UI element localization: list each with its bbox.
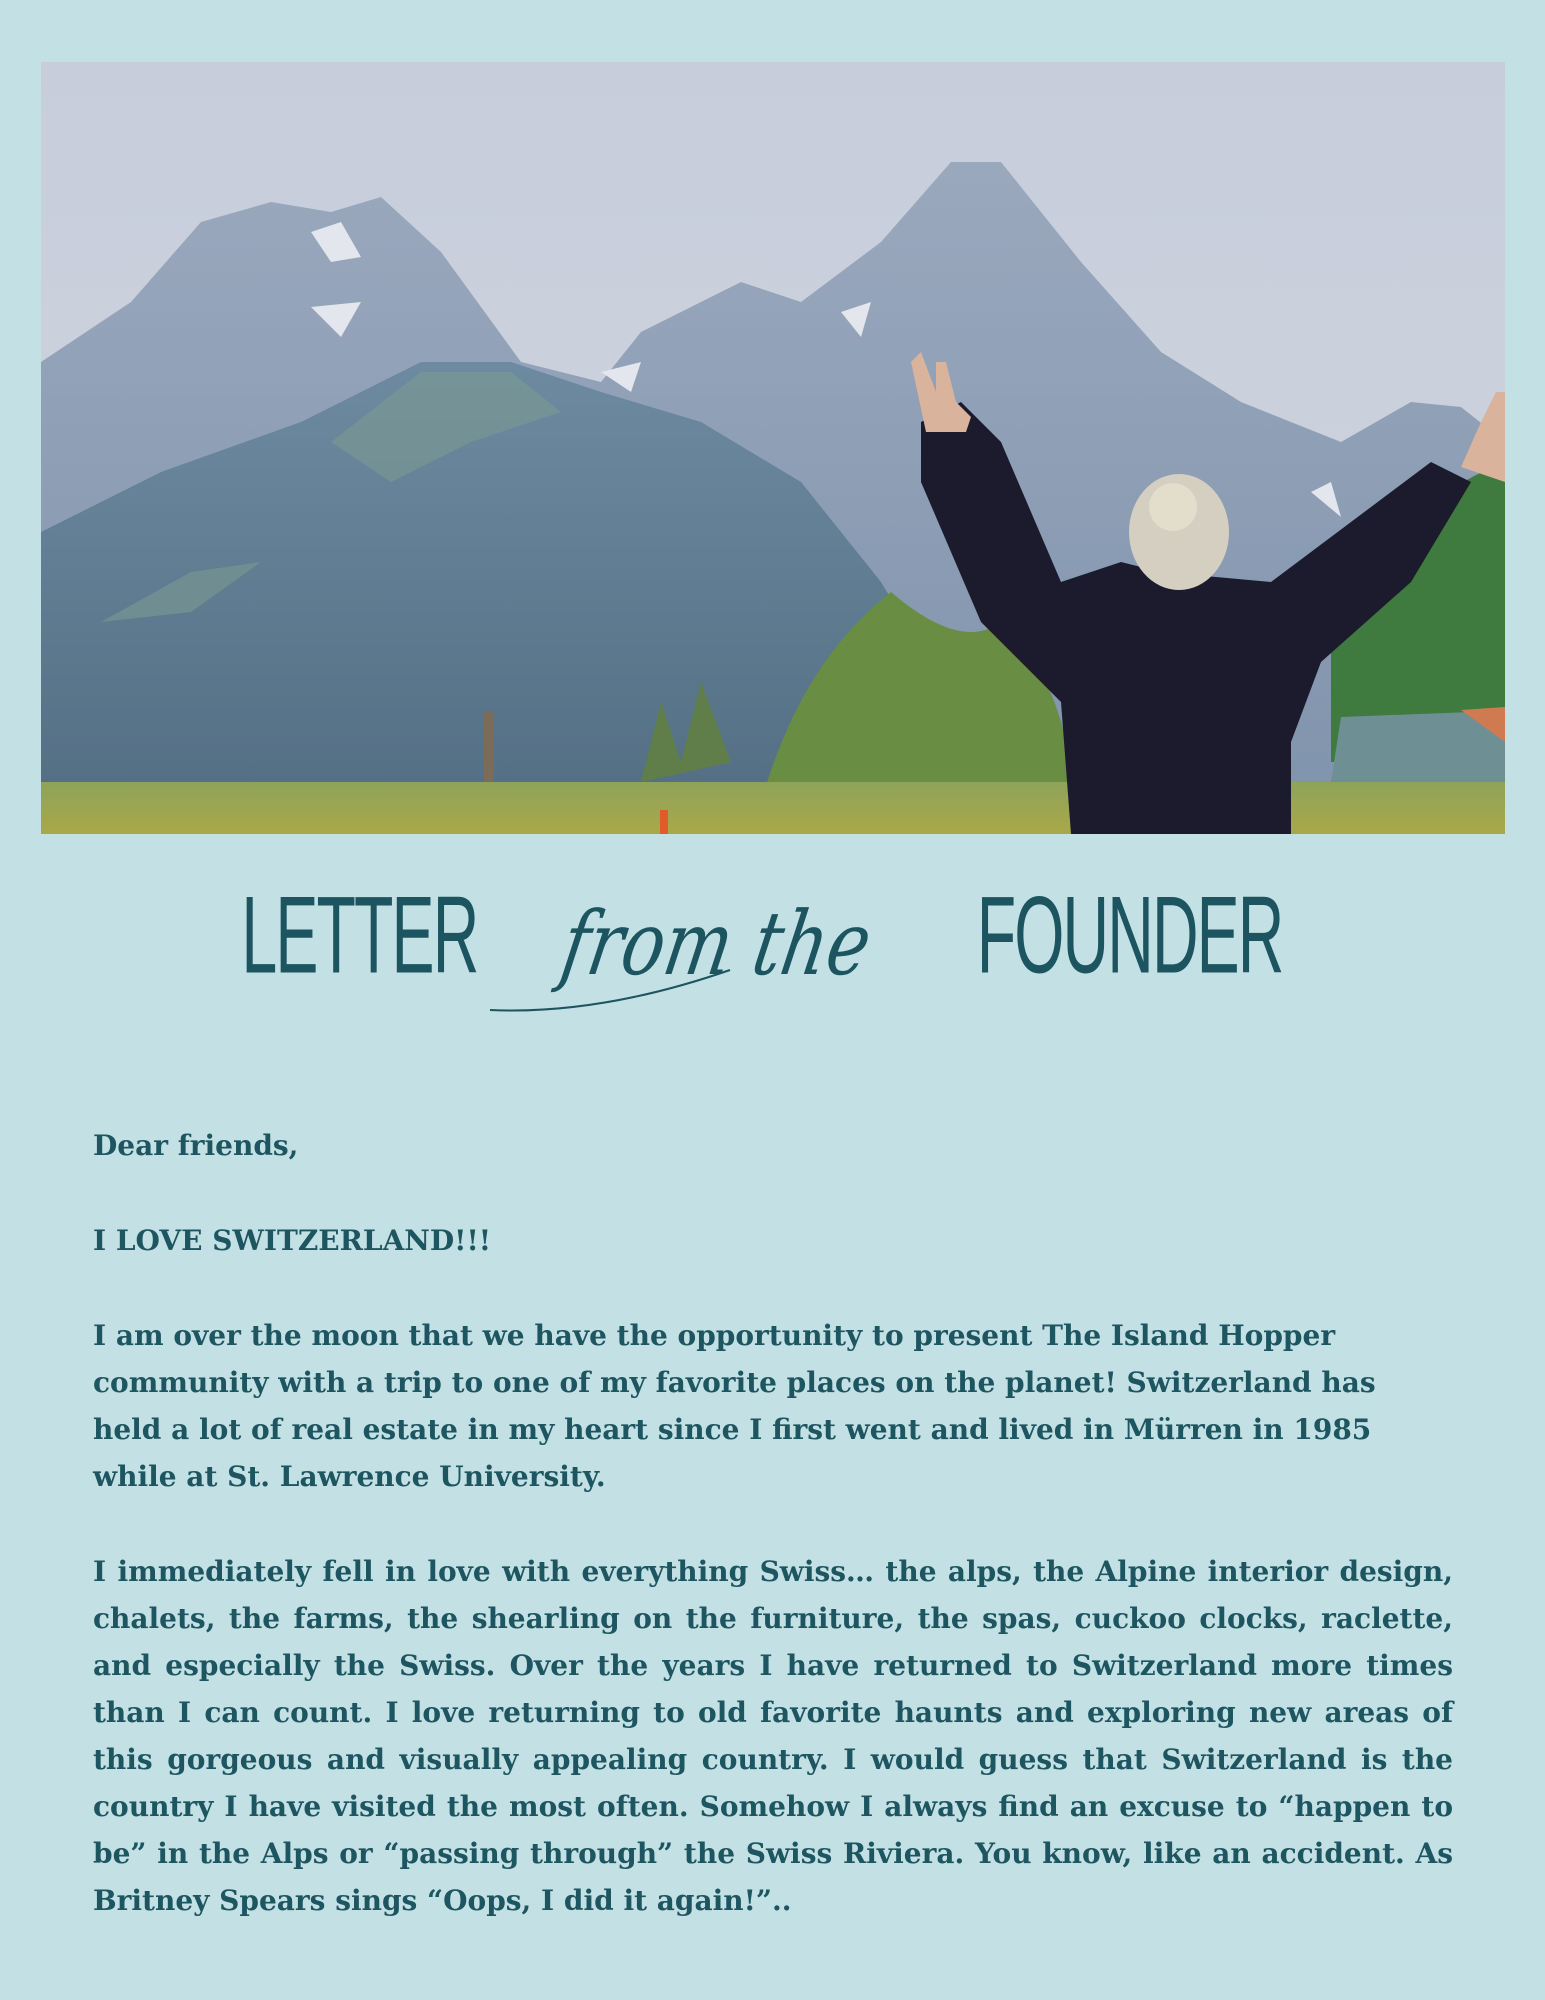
hair-bun [1149,483,1197,531]
letter-paragraph-2: I immediately fell in love with everything Swiss… the alps, the Alpine interior design, chalets, the farms, the shearling on the furniture, the spas, cuckoo clocks, raclette, and especially the Swiss. Over the years I have returned to Switzerland more times than I can count. I love returning to old favorite haunts and exploring new areas of this gorgeous and visually appealing country. I would guess that Switzerland is the country I have visited the most often. Somehow I always find an excuse to “happen to be” in the Alps or “passing through” the Swiss Riviera. You know, like an accident. As Britney Spears sings “Oops, I did it again!”.. [93,1555,1453,1917]
salutation: Dear friends, [93,1129,299,1162]
title-founder: FOUNDER [976,875,1283,997]
red-flower [660,810,668,834]
title-swash [480,960,900,1020]
letter-paragraph-1: I am over the moon that we have the opportunity to present The Island Hopper community with a trip to one of my favorite places on the planet! Switzerland has held a lot of real estate in my heart since I first went and lived in Mürren in 1985 while at St. Lawrence University. [93,1319,1376,1493]
title-letter: LETTER [241,875,478,997]
letter-body [93,1122,1453,1972]
title-script: from the [554,892,879,995]
exclamation: I LOVE SWITZERLAND!!! [93,1224,492,1257]
hero-photo [41,62,1505,834]
